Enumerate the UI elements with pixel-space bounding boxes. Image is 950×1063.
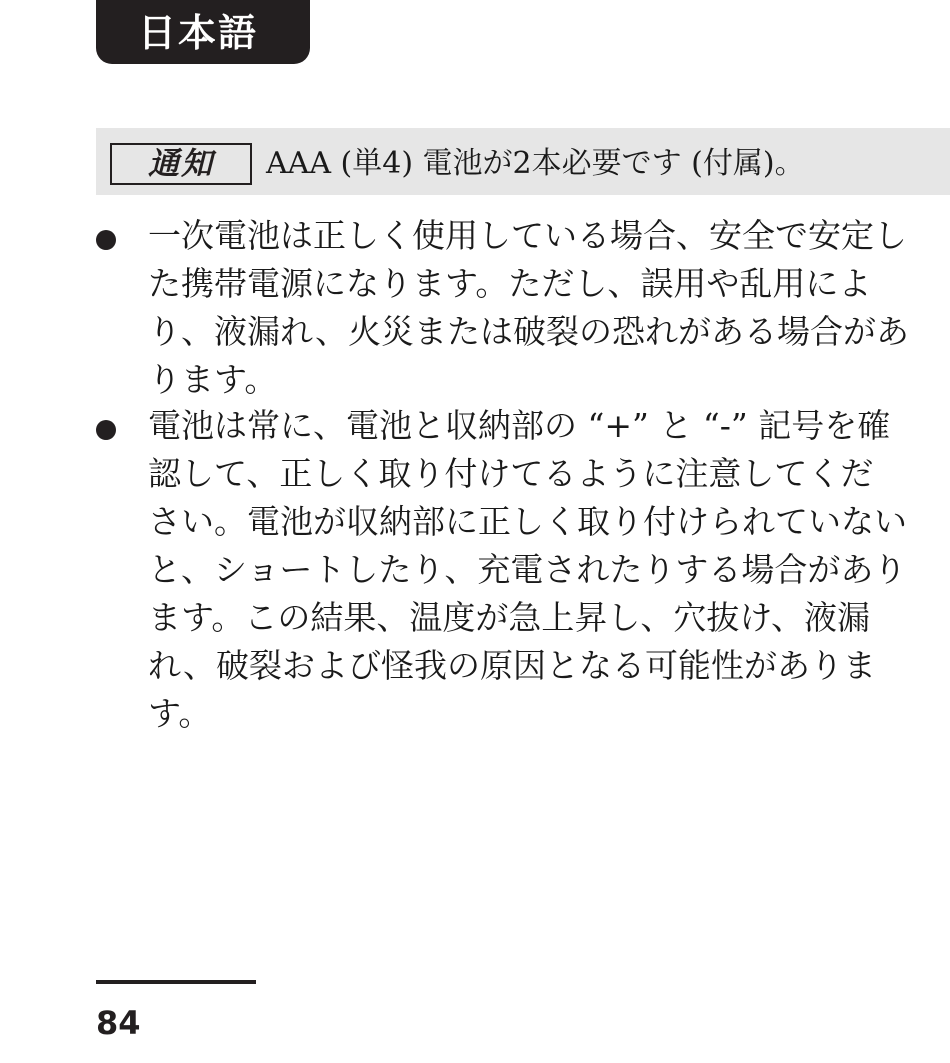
bullet-2-line-2: 認して、正しく取り付けてるように注意してくだ: [148, 454, 874, 493]
bullet-2-line-7: す。: [148, 694, 212, 733]
bullet-2-line-1: 電池は常に、電池と収納部の “+” と “-” 記号を確: [148, 406, 891, 445]
bullet-2-line-4: と、ショートしたり、充電されたりする場合があり: [148, 550, 907, 589]
bullet-icon: [96, 230, 116, 250]
bullet-1-line-1: 一次電池は正しく使用している場合、安全で安定し: [148, 216, 907, 255]
notice-text: AAA (単4) 電池が2本必要です (付属)。: [266, 146, 805, 181]
notice-label: 通知: [110, 143, 252, 185]
footer-rule: [96, 980, 256, 984]
page-number: 84: [96, 1004, 141, 1042]
bullet-icon: [96, 420, 116, 440]
language-tab: 日本語: [96, 0, 310, 64]
bullet-2-line-6: れ、破裂および怪我の原因となる可能性がありま: [148, 646, 876, 685]
bullet-1-line-3: り、液漏れ、火災または破裂の恐れがある場合があ: [148, 312, 909, 351]
bullet-1-line-4: ります。: [148, 360, 278, 399]
bullet-2-line-3: さい。電池が収納部に正しく取り付けられていない: [148, 502, 907, 541]
bullet-1-line-2: た携帯電源になります。ただし、誤用や乱用によ: [148, 264, 872, 303]
bullet-2-line-5: ます。この結果、温度が急上昇し、穴抜け、液漏: [148, 598, 871, 637]
